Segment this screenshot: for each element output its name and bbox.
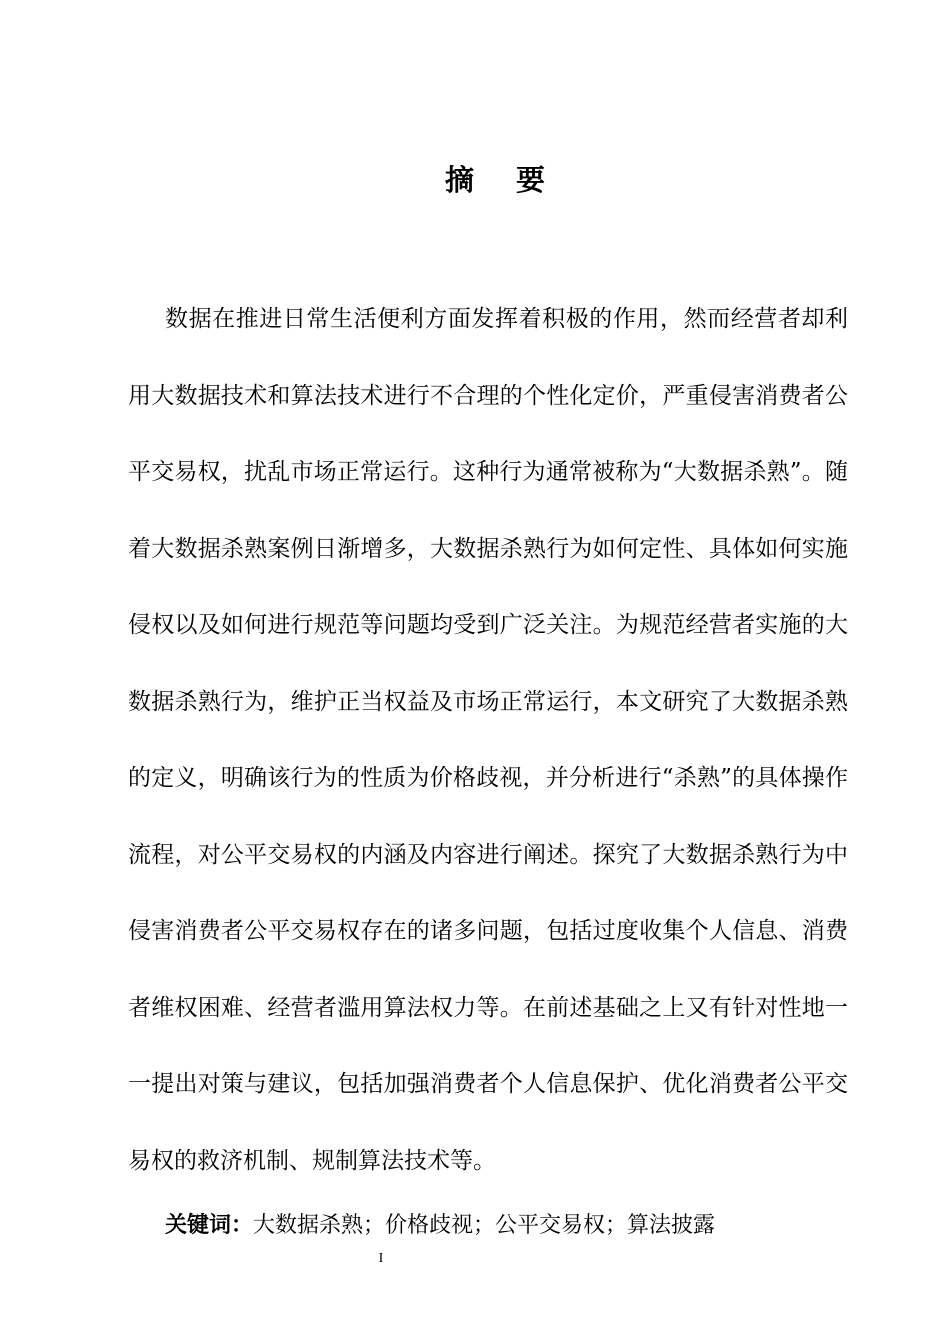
keywords-line xyxy=(165,1208,715,1239)
page-number: I xyxy=(378,1251,384,1266)
abstract-title-char-2: 要 xyxy=(516,163,546,197)
abstract-paragraph: 数据在推进日常生活便利方面发挥着积极的作用，然而经营者却利用大数据技术和算法技术进行不合理的个性化定价，严重侵害消费者公平交易权，扰乱市场正常运行。这种行为通常被称为“大数据杀熟”。随着大数据杀熟案例日渐增多，大数据杀熟行为如何定性、具体如何实施侵权以及如何进行规范等问题均受到广泛关注。为规范经营者实施的大数据杀熟行为，维护正当权益及市场正常运行，本文研究了大数据杀熟的定义，明确该行为的性质为价格歧视，并分析进行“杀熟”的具体操作流程，对公平交易权的内涵及内容进行阐述。探究了大数据杀熟行为中侵害消费者公平交易权存在的诸多问题，包括过度收集个人信息、消费者维权困难、经营者滥用算法权力等。在前述基础之上又有针对性地一一提出对策与建议，包括加强消费者个人信息保护、优化消费者公平交易权的救济机制、规制算法技术等。 xyxy=(128,306,848,1174)
keywords-list: 大数据杀熟；价格歧视；公平交易权；算法披露 xyxy=(253,1213,716,1238)
abstract-title-char-1: 摘 xyxy=(444,163,474,197)
abstract-title xyxy=(0,158,950,199)
keywords-label: 关键词： xyxy=(165,1213,254,1238)
